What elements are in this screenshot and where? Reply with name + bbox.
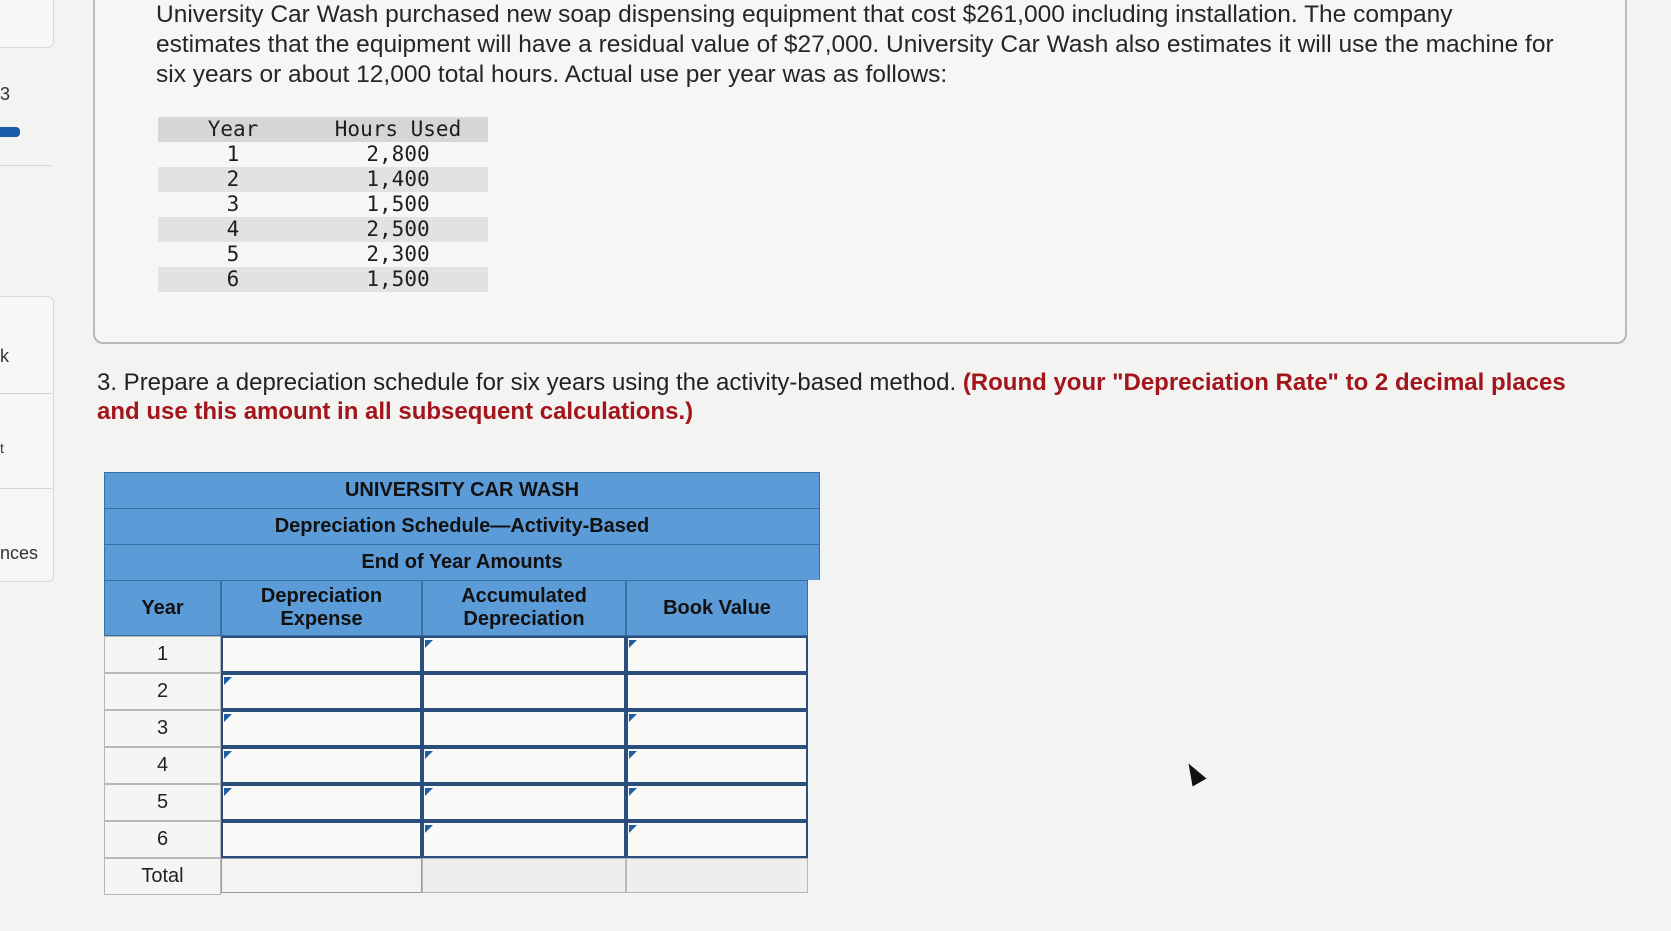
hours-cell: 1,500 xyxy=(366,267,430,291)
year-label: 5 xyxy=(104,784,221,821)
hours-cell: 1,400 xyxy=(366,167,430,191)
column-header-year: Year xyxy=(207,117,259,141)
depreciation-expense-input[interactable] xyxy=(221,636,422,673)
table-row xyxy=(158,267,488,292)
hours-used-table xyxy=(158,117,488,292)
hours-cell: 1,500 xyxy=(366,192,430,216)
book-value-input[interactable] xyxy=(626,784,808,821)
column-header-depreciation-expense: Depreciation Expense xyxy=(221,580,422,636)
accumulated-depreciation-input[interactable] xyxy=(422,673,626,710)
year-label: 1 xyxy=(104,636,221,673)
total-depreciation-expense-input[interactable] xyxy=(221,858,422,893)
table-row xyxy=(158,192,488,217)
schedule-grid xyxy=(104,580,820,895)
year-cell: 3 xyxy=(226,192,240,216)
year-cell: 1 xyxy=(226,142,240,166)
sidebar-divider xyxy=(0,488,52,489)
depreciation-schedule xyxy=(104,472,820,895)
table-row xyxy=(158,142,488,167)
schedule-company-title: UNIVERSITY CAR WASH xyxy=(104,472,820,508)
book-value-input[interactable] xyxy=(626,710,808,747)
book-value-input[interactable] xyxy=(626,821,808,858)
sidebar-divider xyxy=(0,393,52,394)
column-header-accumulated-depreciation: Accumulated Depreciation xyxy=(422,580,626,636)
accumulated-depreciation-input[interactable] xyxy=(422,710,626,747)
book-value-input[interactable] xyxy=(626,747,808,784)
hours-cell: 2,300 xyxy=(366,242,430,266)
sidebar-divider xyxy=(0,165,52,166)
sidebar-fragment: t xyxy=(0,440,4,456)
depreciation-expense-input[interactable] xyxy=(221,710,422,747)
depreciation-expense-input[interactable] xyxy=(221,821,422,858)
table-row xyxy=(158,242,488,267)
hours-cell: 2,500 xyxy=(366,217,430,241)
sidebar-fragment: k xyxy=(0,346,9,366)
question-prompt: 3. Prepare a depreciation schedule for six years using the activity-based method. xyxy=(97,369,957,396)
sidebar-active-indicator xyxy=(0,127,20,137)
column-header-year: Year xyxy=(104,580,221,636)
accumulated-depreciation-input[interactable] xyxy=(422,821,626,858)
year-cell: 6 xyxy=(226,267,240,291)
book-value-input[interactable] xyxy=(626,636,808,673)
year-label: 6 xyxy=(104,821,221,858)
year-label: 2 xyxy=(104,673,221,710)
sidebar-fragment: 3 xyxy=(0,84,11,104)
accumulated-depreciation-input[interactable] xyxy=(422,747,626,784)
total-accumulated-placeholder xyxy=(422,858,626,893)
year-cell: 5 xyxy=(226,242,240,266)
year-cell: 2 xyxy=(226,167,240,191)
sidebar-panel[interactable] xyxy=(0,296,54,582)
accumulated-depreciation-input[interactable] xyxy=(422,784,626,821)
left-sidebar xyxy=(0,0,58,931)
book-value-input[interactable] xyxy=(626,673,808,710)
sidebar-references-label[interactable]: nces xyxy=(0,543,39,563)
year-cell: 4 xyxy=(226,217,240,241)
problem-statement: University Car Wash purchased new soap dispensing equipment that cost $261,000 including installation. The company estimates that the equipment will have a residual value of $27,000. University Car Wash also estimates it will use the machine for six years or about 12,000 total hours. Actual use per year was as follows: xyxy=(156,1,1554,88)
total-label: Total xyxy=(104,858,221,895)
total-book-value-placeholder xyxy=(626,858,808,893)
hours-cell: 2,800 xyxy=(366,142,430,166)
sidebar-card[interactable] xyxy=(0,0,54,48)
depreciation-expense-input[interactable] xyxy=(221,747,422,784)
column-header-book-value: Book Value xyxy=(626,580,808,636)
mouse-cursor-icon xyxy=(1182,759,1207,786)
schedule-section-title: End of Year Amounts xyxy=(104,544,820,580)
depreciation-expense-input[interactable] xyxy=(221,673,422,710)
column-header-hours: Hours Used xyxy=(334,117,462,141)
table-row xyxy=(158,167,488,192)
schedule-subtitle: Depreciation Schedule—Activity-Based xyxy=(104,508,820,544)
depreciation-expense-input[interactable] xyxy=(221,784,422,821)
year-label: 4 xyxy=(104,747,221,784)
rounding-instruction: (Round your "Depreciation Rate" to 2 decimal places and use this amount in all subsequent calculations.) xyxy=(97,369,1566,425)
question-text xyxy=(97,368,1577,426)
table-header-row xyxy=(158,117,488,142)
accumulated-depreciation-input[interactable] xyxy=(422,636,626,673)
table-row xyxy=(158,217,488,242)
year-label: 3 xyxy=(104,710,221,747)
